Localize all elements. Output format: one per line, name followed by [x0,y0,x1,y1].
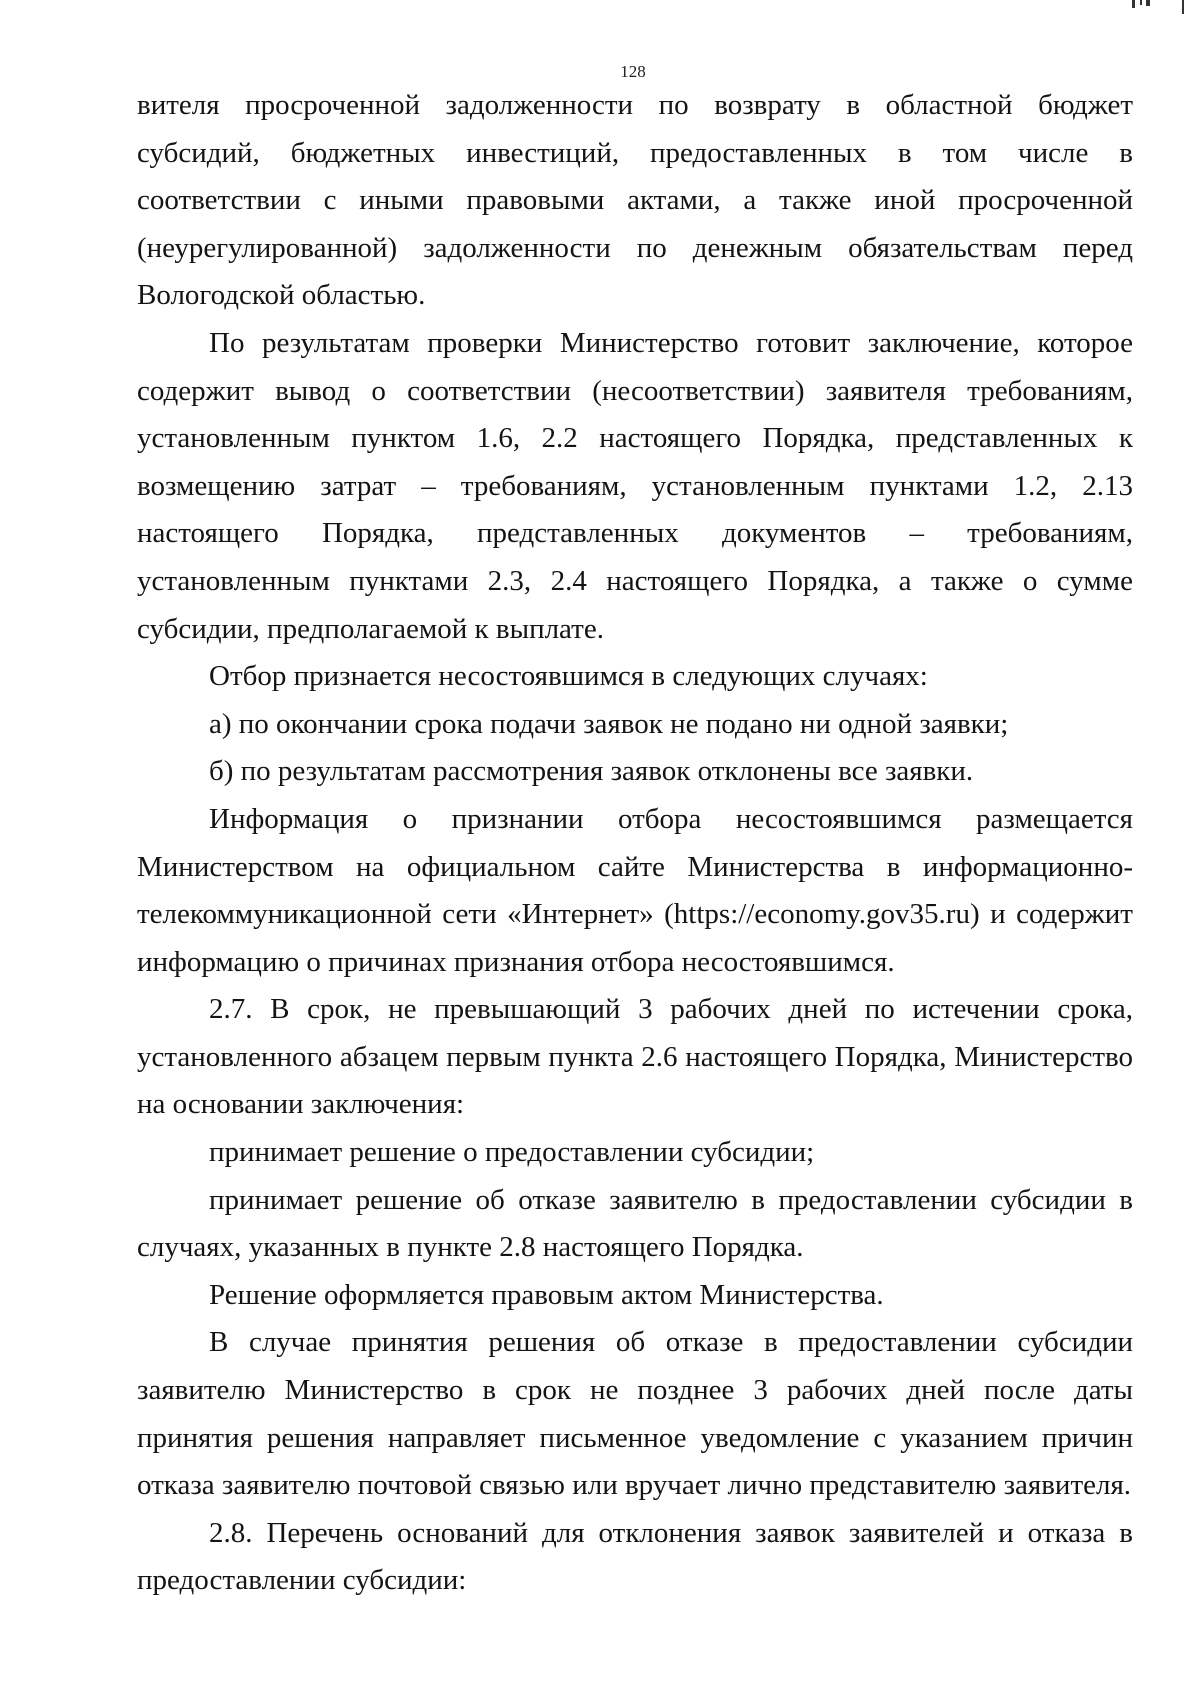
paragraph-2-7: 2.7. В срок, не превышающий 3 рабочих дней по истечении срока, установленного абзацем первым пункта 2.6 настоящего Порядка, Министерство на основании заключения: [137,993,1133,1121]
scan-artifact [1140,0,1142,5]
paragraph-continuation: вителя просроченной задолженности по возврату в областной бюджет субсидий, бюджетных инвестиций, предоставленных в том числе в соответствии с иными правовыми актами, а также иной просроченной (неурегулированной) задолженности по денежным обязательствам перед Вологодской областью. [137,89,1133,312]
scan-artifact [1182,0,1184,14]
paragraph-legal-act: Решение оформляется правовым актом Министерства. [209,1278,884,1311]
page-number: 128 [620,62,646,81]
paragraph-refusal-notice: В случае принятия решения об отказе в предоставлении субсидии заявителю Министерство в срок не позднее 3 рабочих дней после даты принятия решения направляет письменное уведомление с указанием причин отказа заявителю почтовой связью или вручает лично представителю заявителя. [137,1326,1133,1502]
paragraph-2-8: 2.8. Перечень оснований для отклонения заявок заявителей и отказа в предоставлении субсидии: [137,1516,1133,1597]
scan-artifact [1146,0,1150,6]
paragraph-verification-result: По результатам проверки Министерство готовит заключение, которое содержит вывод о соответствии (несоответствии) заявителя требованиям, установленным пунктом 1.6, 2.2 настоящего Порядка, представленных к возмещению затрат – требованиям, установленным пунктами 1.2, 2.13 настоящего Порядка, представленных документов – требованиям, установленным пунктами 2.3, 2.4 настоящего Порядка, а также о сумме субсидии, предполагаемой к выплате. [137,326,1133,645]
list-item-a: а) по окончании срока подачи заявок не подано ни одной заявки; [209,707,1009,740]
paragraph-publication-info: Информация о признании отбора несостоявшимся размещается Министерством на официальном сайте Министерства в информационно-телекоммуникационной сети «Интернет» (https://economy.gov35.ru) и содержит информацию о причинах признания отбора несостоявшимся. [137,802,1133,978]
list-item-b: б) по результатам рассмотрения заявок отклонены все заявки. [209,755,974,788]
paragraph-selection-failed: Отбор признается несостоявшимся в следующих случаях: [209,660,928,693]
document-body [137,82,1133,1605]
paragraph-decision-refusal: принимает решение об отказе заявителю в предоставлении субсидии в случаях, указанных в пункте 2.8 настоящего Порядка. [137,1183,1133,1264]
paragraph-decision-grant: принимает решение о предоставлении субсидии; [209,1136,815,1169]
scan-artifact [1132,0,1135,8]
